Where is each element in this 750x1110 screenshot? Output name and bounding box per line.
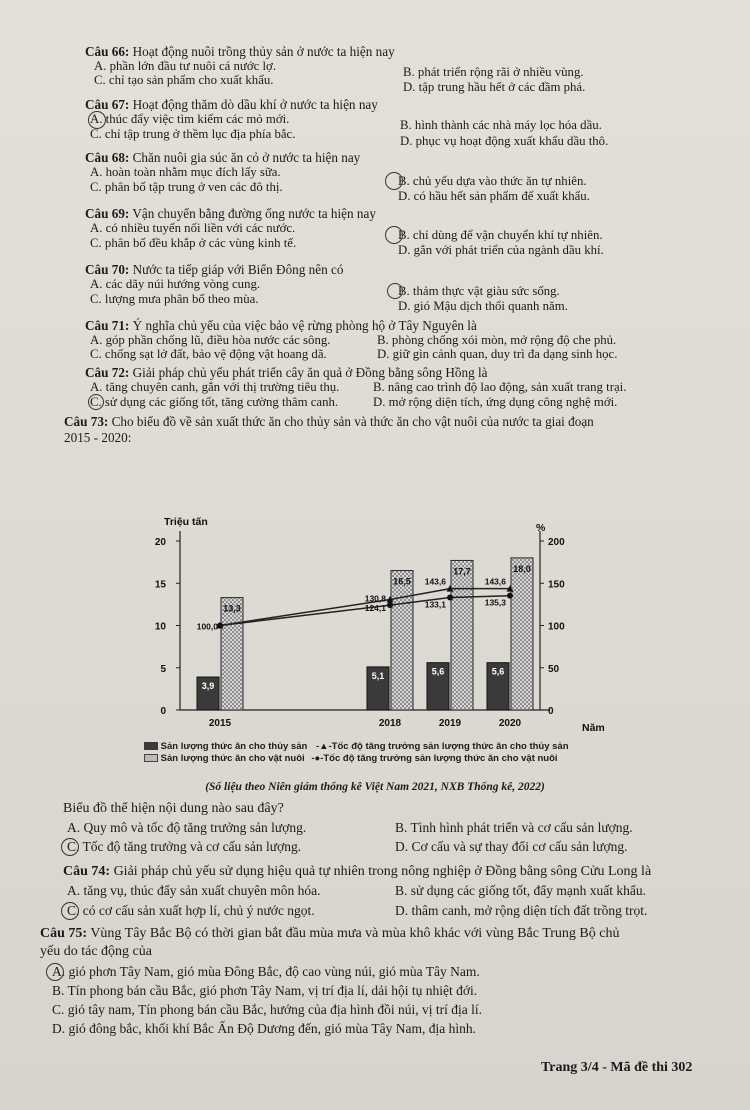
point-label-fishgrowth: 143,6 (484, 576, 506, 587)
legend-label-fishfeed: Sản lượng thức ăn cho thủy sản (160, 741, 308, 752)
chart-source-note: (Số liệu theo Niên giám thống kê Việt Nam 2021, NXB Thống kê, 2022) (205, 781, 545, 793)
q74-option-a: A. tăng vụ, thúc đẩy sản xuất chuyên môn hóa. (67, 883, 321, 898)
right-tick-label: 150 (548, 579, 565, 591)
y-axis-label-left: Triệu tấn (164, 516, 208, 528)
q71-option-c: C. chống sạt lở đất, bảo vệ động vật hoang dã. (90, 347, 327, 361)
q70-option-d: D. gió Mậu dịch thổi quanh năm. (398, 299, 568, 313)
question-70-stem: Câu 70: Nước ta tiếp giáp với Biển Đông nên có (85, 262, 344, 277)
left-tick-label: 20 (154, 537, 166, 548)
q70-option-b: B. thảm thực vật giàu sức sống. (398, 284, 560, 298)
right-tick-label: 100 (548, 621, 565, 633)
right-tick-label: 0 (548, 706, 554, 717)
answer-mark-circle (387, 283, 403, 299)
q69-option-b: B. chỉ dùng để vận chuyển khí tự nhiên. (398, 228, 603, 242)
legend-swatch-livestockfeed (144, 754, 158, 762)
point-label-livestockgrowth: 124,1 (364, 603, 386, 614)
q73-option-c: C. Tốc độ tăng trưởng và cơ cấu sản lượng. (67, 839, 302, 854)
legend-label-fishgrowth: -▲-Tốc độ tăng trưởng sản lượng thức ăn cho thủy sản (315, 741, 569, 752)
answer-mark-circle (88, 111, 106, 129)
q75-option-a: A. gió phơn Tây Nam, gió mùa Đông Bắc, độ cao vùng núi, gió mùa Tây Nam. (52, 964, 480, 979)
q66-option-c: C. chỉ tạo sản phẩm cho xuất khẩu. (94, 73, 274, 87)
q67-option-b: B. hình thành các nhà máy lọc hóa dầu. (400, 118, 602, 132)
q72-option-a: A. tăng chuyên canh, gắn với thị trường tiêu thụ. (90, 380, 340, 394)
q68-option-c: C. phân bố tập trung ở ven các đô thị. (90, 180, 283, 194)
q68-option-d: D. có hầu hết sản phẩm để xuất khẩu. (398, 189, 590, 203)
point-label-fishgrowth: 143,6 (424, 576, 446, 587)
bar-label-livestockfeed: 13,3 (223, 603, 241, 614)
point-label-start: 100,0 (196, 621, 218, 632)
chart-area (150, 513, 610, 793)
q74-option-d: D. thâm canh, mở rộng diện tích đất trồng trọt. (395, 903, 648, 918)
legend-label-livestockgrowth: -●-Tốc độ tăng trưởng sản lượng thức ăn cho vật nuôi (311, 753, 558, 764)
q67-option-a: A. thúc đẩy việc tìm kiếm các mỏ mới. (90, 112, 290, 126)
question-73-prompt: Biểu đồ thể hiện nội dung nào sau đây? (63, 801, 284, 816)
question-74-stem: Câu 74: Giải pháp chủ yếu sử dụng hiệu quả tự nhiên trong nông nghiệp ở Đồng bằng sông Cửu Long là (63, 864, 652, 879)
answer-mark-circle (61, 838, 79, 856)
q75-option-c: C. gió tây nam, Tín phong bán cầu Bắc, hướng của địa hình đồi núi, vị trí địa lí. (52, 1002, 483, 1017)
q69-option-a: A. có nhiều tuyến nối liền với các nước. (90, 221, 296, 235)
q73-option-d: D. Cơ cấu và sự thay đổi cơ cấu sản lượng. (395, 839, 628, 854)
bar-label-livestockfeed: 18,0 (513, 563, 531, 574)
bar-livestockfeed (221, 598, 243, 710)
question-71-stem: Câu 71: Ý nghĩa chủ yếu của việc bảo vệ rừng phòng hộ ở Tây Nguyên là (85, 318, 477, 333)
q72-option-b: B. nâng cao trình độ lao động, sản xuất trang trại. (373, 380, 627, 394)
bar-label-fishfeed: 3,9 (201, 681, 215, 692)
answer-mark-circle (61, 902, 79, 920)
q66-option-b: B. phát triển rộng rãi ở nhiều vùng. (403, 65, 584, 79)
q72-option-d: D. mở rộng diện tích, ứng dụng công nghệ mới. (373, 395, 618, 409)
bar-label-livestockfeed: 16,5 (393, 576, 411, 587)
bar-livestockfeed (511, 558, 533, 710)
bar-label-livestockfeed: 17,7 (453, 566, 471, 577)
point-label-livestockgrowth: 135,3 (484, 597, 506, 608)
q68-option-a: A. hoàn toàn nhằm mục đích lấy sữa. (90, 165, 281, 179)
q74-option-c: C. có cơ cấu sản xuất hợp lí, chủ ý nước ngọt. (67, 903, 315, 918)
bar-livestockfeed (391, 571, 413, 710)
q71-option-b: B. phòng chống xói mòn, mở rộng độ che phủ. (377, 333, 617, 347)
bar-livestockfeed (451, 560, 473, 710)
q66-option-d: D. tập trung hầu hết ở các đầm phá. (403, 80, 586, 94)
bar-label-fishfeed: 5,1 (371, 670, 385, 681)
q74-option-b: B. sử dụng các giống tốt, đẩy mạnh xuất khẩu. (395, 883, 647, 898)
bar-label-fishfeed: 5,6 (431, 666, 445, 677)
q67-option-d: D. phục vụ hoạt động xuất khẩu dầu thô. (400, 134, 609, 148)
q71-option-d: D. giữ gìn cảnh quan, duy trì đa dạng sinh học. (377, 347, 618, 361)
livestockgrowth-point (507, 593, 513, 599)
livestockgrowth-point (447, 595, 453, 601)
legend-label-livestockfeed: Sản lượng thức ăn cho vật nuôi (160, 753, 305, 764)
legend-row-2 (144, 753, 558, 764)
page-footer: Trang 3/4 - Mã đề thi 302 (541, 1060, 693, 1075)
q66-option-a: A. phần lớn đầu tư nuôi cá nước lợ. (94, 59, 277, 73)
question-66-stem: Câu 66: Hoạt động nuôi trồng thủy sản ở nước ta hiện nay (85, 44, 395, 59)
q71-option-a: A. góp phần chống lũ, điều hòa nước các sông. (90, 333, 331, 347)
q70-option-c: C. lượng mưa phân bố theo mùa. (90, 292, 259, 306)
x-tick-label: 2018 (378, 718, 402, 729)
legend-row-1 (144, 741, 569, 752)
q73-option-b: B. Tình hình phát triển và cơ cấu sản lượng. (395, 820, 633, 835)
x-axis-label: Năm (582, 722, 605, 734)
livestockgrowth-point (387, 602, 393, 608)
q68-option-b: B. chủ yếu dựa vào thức ăn tự nhiên. (398, 174, 587, 188)
right-tick-label: 200 (548, 537, 565, 548)
point-label-livestockgrowth: 133,1 (424, 599, 446, 610)
answer-mark-circle (385, 172, 403, 190)
q70-option-a: A. các dãy núi hướng vòng cung. (90, 277, 261, 291)
left-tick-label: 15 (154, 579, 166, 591)
answer-mark-circle (46, 963, 64, 981)
right-tick-label: 50 (548, 663, 560, 675)
legend-swatch-fishfeed (144, 742, 158, 750)
x-tick-label: 2019 (438, 718, 462, 729)
question-75-stem: Câu 75: Vùng Tây Bắc Bộ có thời gian bắt đầu mùa mưa và mùa khô khác với vùng Bắc Trung Bộ chủ (40, 926, 620, 941)
x-tick-label: 2020 (498, 718, 522, 729)
q73-option-a: A. Quy mô và tốc độ tăng trưởng sản lượng. (67, 820, 307, 835)
x-tick-label: 2015 (208, 718, 232, 729)
q75-option-d: D. gió đông bắc, khối khí Bắc Ấn Độ Dương đến, gió mùa Tây Nam, địa hình. (52, 1021, 477, 1036)
q72-option-c: C. sử dụng các giống tốt, tăng cường thâm canh. (90, 395, 339, 409)
question-67-stem: Câu 67: Hoạt động thăm dò dầu khí ở nước ta hiện nay (85, 97, 378, 112)
left-tick-label: 0 (160, 706, 166, 717)
answer-mark-circle (88, 394, 104, 410)
left-tick-label: 5 (160, 663, 166, 675)
answer-mark-circle (385, 226, 403, 244)
left-tick-label: 10 (154, 621, 166, 633)
question-72-stem: Câu 72: Giải pháp chủ yếu phát triển cây ăn quả ở Đồng bằng sông Hồng là (85, 365, 488, 380)
q69-option-d: D. gắn với phát triển của ngành dầu khí. (398, 243, 604, 257)
question-69-stem: Câu 69: Vận chuyển bằng đường ống nước ta hiện nay (85, 206, 376, 221)
question-73-stem: Câu 73: Cho biểu đồ về sản xuất thức ăn cho thủy sản và thức ăn cho vật nuôi của nước ta giai đoạn (64, 414, 594, 429)
q67-option-c: C. chỉ tập trung ở thềm lục địa phía bắc. (90, 127, 296, 141)
bar-label-fishfeed: 5,6 (491, 666, 505, 677)
question-73-stem-line2: 2015 - 2020: (64, 430, 132, 445)
combo-chart (150, 513, 610, 743)
q75-option-b: B. Tín phong bán cầu Bắc, gió phơn Tây Nam, vị trí địa lí, dải hội tụ nhiệt đới. (52, 983, 478, 998)
question-75-stem-line2: yếu do tác động của (40, 944, 152, 959)
q69-option-c: C. phân bố đều khắp ở các vùng kinh tế. (90, 236, 297, 250)
y-axis-label-right: % (536, 522, 546, 534)
question-68-stem: Câu 68: Chăn nuôi gia súc ăn cỏ ở nước ta hiện nay (85, 150, 361, 165)
point-label-fishgrowth: 130,8 (364, 593, 386, 604)
